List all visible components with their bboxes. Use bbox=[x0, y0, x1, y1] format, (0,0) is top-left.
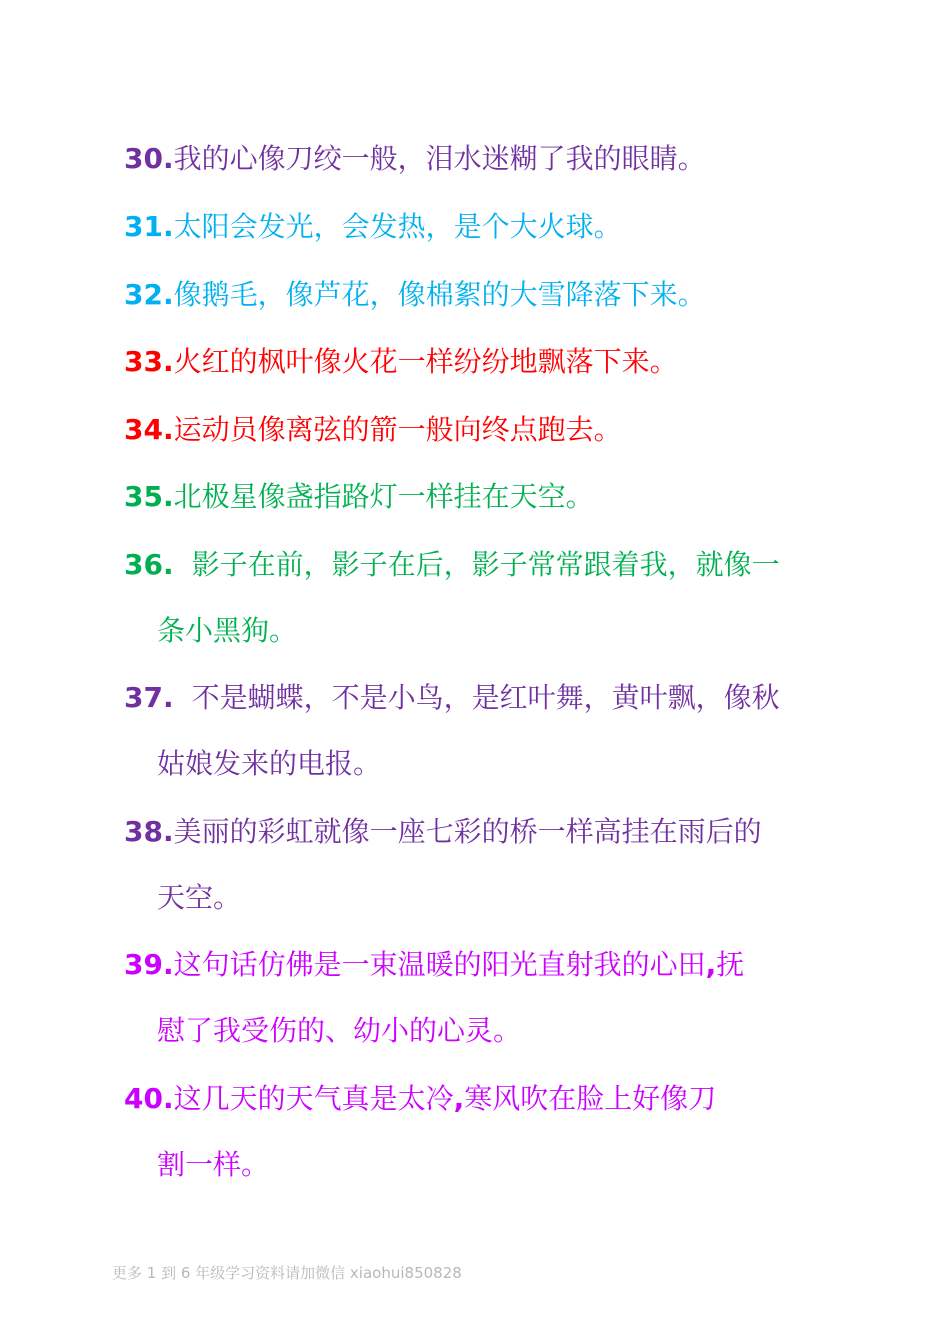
item-31 bbox=[124, 194, 884, 260]
item-33-text: 火红的枫叶像火花一样纷纷地飘落下来。 bbox=[173, 345, 678, 378]
item-40-text-1b: 寒风吹在脸上好像刀 bbox=[464, 1082, 717, 1115]
item-32-number: 32. bbox=[124, 278, 174, 311]
item-40-line-1 bbox=[124, 1066, 884, 1132]
item-36 bbox=[124, 532, 884, 664]
item-40-line-2: 割一样。 bbox=[157, 1148, 270, 1181]
footer-note: 更多 1 到 6 年级学习资料请加微信 xiaohui850828 bbox=[112, 1264, 462, 1282]
item-38-line-1 bbox=[124, 799, 884, 865]
item-34-line-1 bbox=[124, 397, 884, 463]
item-40-number: 40. bbox=[124, 1082, 174, 1115]
item-30-line-1 bbox=[124, 126, 884, 192]
item-33 bbox=[124, 329, 884, 395]
item-36-line-1 bbox=[124, 532, 884, 598]
item-34-number: 34. bbox=[124, 413, 174, 446]
item-38 bbox=[124, 799, 884, 931]
item-39-bold-comma: , bbox=[705, 948, 717, 981]
item-36-line-2: 条小黑狗。 bbox=[157, 614, 298, 647]
item-37 bbox=[124, 665, 884, 797]
item-38-line-2: 天空。 bbox=[157, 881, 242, 914]
item-35-number: 35. bbox=[124, 480, 174, 513]
item-38-number: 38. bbox=[124, 815, 174, 848]
item-40-bold-comma: , bbox=[453, 1082, 465, 1115]
item-37-number: 37. bbox=[124, 681, 174, 714]
item-34-text: 运动员像离弦的箭一般向终点跑去。 bbox=[173, 413, 622, 446]
item-39 bbox=[124, 932, 884, 1064]
item-37-line-1 bbox=[124, 665, 884, 731]
item-35-text: 北极星像盏指路灯一样挂在天空。 bbox=[173, 480, 594, 513]
item-33-line-1 bbox=[124, 329, 884, 395]
item-36-number: 36. bbox=[124, 548, 174, 581]
item-37-line-2: 姑娘发来的电报。 bbox=[157, 747, 382, 780]
item-39-number: 39. bbox=[124, 948, 174, 981]
item-36-text-1: 影子在前，影子在后，影子常常跟着我，就像一 bbox=[191, 548, 780, 581]
item-38-text-1: 美丽的彩虹就像一座七彩的桥一样高挂在雨后的 bbox=[173, 815, 762, 848]
item-31-line-1 bbox=[124, 194, 884, 260]
item-34 bbox=[124, 397, 884, 463]
item-30 bbox=[124, 126, 884, 192]
item-39-text-1a: 这句话仿佛是一束温暖的阳光直射我的心田 bbox=[173, 948, 706, 981]
item-40 bbox=[124, 1066, 884, 1198]
item-32-line-1 bbox=[124, 262, 884, 328]
item-39-text-1b: 抚 bbox=[716, 948, 745, 981]
item-31-number: 31. bbox=[124, 210, 174, 243]
item-30-text: 我的心像刀绞一般，泪水迷糊了我的眼睛。 bbox=[173, 142, 706, 175]
item-33-number: 33. bbox=[124, 345, 174, 378]
item-31-text: 太阳会发光，会发热，是个大火球。 bbox=[173, 210, 622, 243]
item-35-line-1 bbox=[124, 464, 884, 530]
item-37-text-1: 不是蝴蝶，不是小鸟，是红叶舞，黄叶飘，像秋 bbox=[191, 681, 780, 714]
item-39-line-1 bbox=[124, 932, 884, 998]
item-39-line-2: 慰了我受伤的、幼小的心灵。 bbox=[157, 1014, 522, 1047]
item-32-text: 像鹅毛，像芦花，像棉絮的大雪降落下来。 bbox=[173, 278, 706, 311]
item-30-number: 30. bbox=[124, 142, 174, 175]
item-35 bbox=[124, 464, 884, 530]
item-40-text-1a: 这几天的天气真是太冷 bbox=[173, 1082, 454, 1115]
item-32 bbox=[124, 262, 884, 328]
